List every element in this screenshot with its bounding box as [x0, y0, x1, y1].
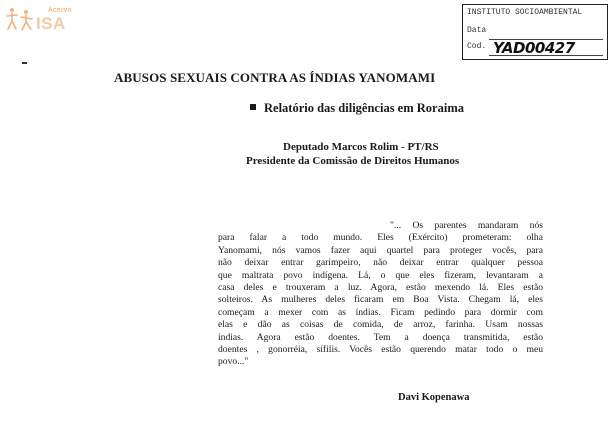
author-role: Presidente da Comissão de Direitos Humanos [246, 155, 460, 167]
document-subtitle-text: Relatório das diligências em Roraima [264, 101, 464, 115]
acervo-isa-logo [6, 6, 78, 32]
document-subtitle [250, 101, 464, 116]
stamp-institution: INSTITUTO SOCIOAMBIENTAL [467, 8, 583, 17]
logo-acervo-text: Acervo [48, 7, 72, 14]
quote-line: não deixar entrar garimpeiro, não deixar entrar qualquer pessoa [218, 257, 543, 269]
quote-line: Yanomami, nós vamos fazer aqui quartel para proteger vocês, para [218, 244, 543, 256]
stamp-code-row [467, 39, 603, 58]
stamp-code-label: Cod. [467, 42, 487, 51]
quote-line: para falar a todo mundo. Eles (Exército) prometeram: olha [218, 232, 543, 244]
quote-line: doentes , gonorréia, sífilis. Vocês estão querendo matar todo o meu [218, 343, 543, 355]
stamp-date-label: Data [467, 26, 487, 35]
archive-stamp [462, 4, 608, 60]
quote-line: índias. Agora estão doentes. Tem a doença transmitida, estão [218, 331, 543, 343]
logo-isa-text: ISA [36, 14, 66, 33]
square-bullet-icon [250, 104, 256, 110]
quote-line: começam a mexer com as índias. Ficam pedindo para dormir com [218, 306, 543, 318]
quote-line: elas e dão as coisas de comida, de arroz, farinha. Usam nossas [218, 319, 543, 331]
quote-line: solteiros. As mulheres deles ficaram em Boa Vista. Chegam lá, eles [218, 294, 543, 306]
quote-line: povo..." [218, 356, 249, 368]
margin-mark [22, 62, 27, 64]
testimony-quote [218, 220, 543, 369]
stamp-code: YAD00427 [493, 39, 575, 57]
quote-line: que maltrata povo indígena. Lá, o que eles fizeram, levantaram a [218, 269, 543, 281]
quote-line: "... Os parentes mandaram nós [390, 220, 543, 231]
figures-logo-icon [6, 6, 36, 32]
quote-line: casa deles e trouxeram a luz. Agora, estão mexendo lá. Eles estão [218, 281, 543, 293]
document-title: ABUSOS SEXUAIS CONTRA AS ÍNDIAS YANOMAMI [114, 70, 436, 85]
quote-signature: Davi Kopenawa [398, 392, 470, 403]
author-name: Deputado Marcos Rolim - PT/RS [283, 141, 439, 153]
